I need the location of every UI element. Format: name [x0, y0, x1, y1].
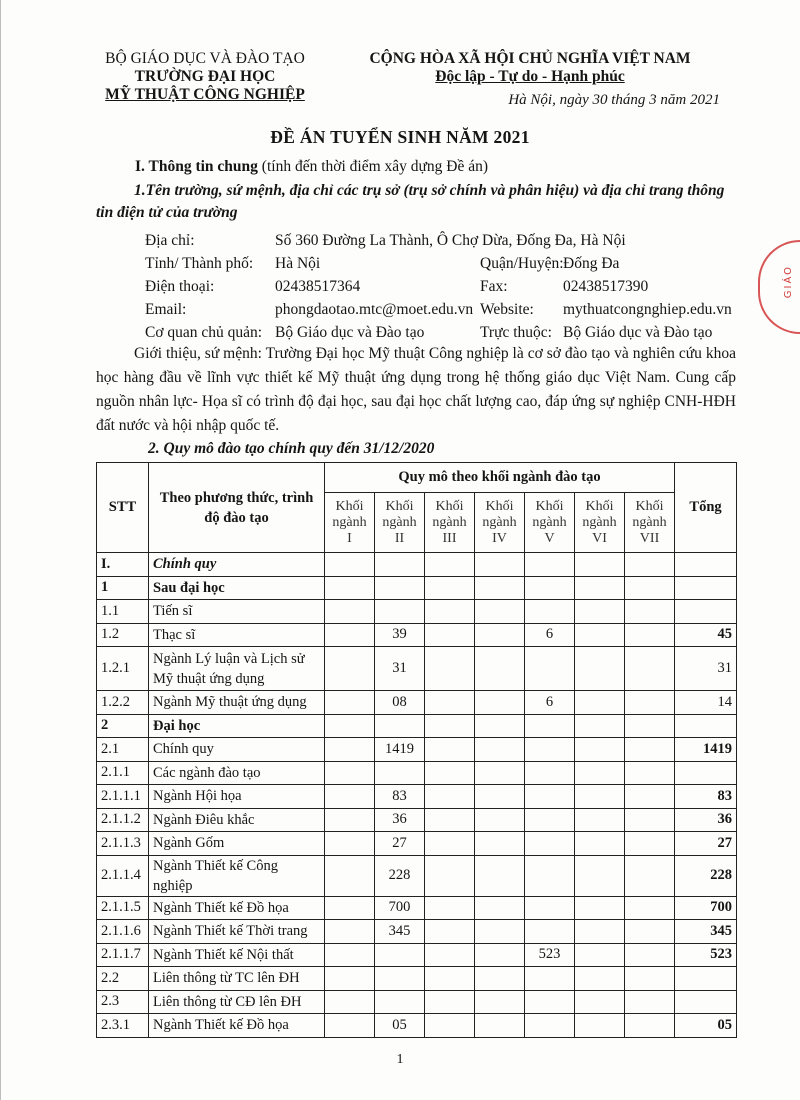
row-value: [325, 896, 375, 920]
table-row: [97, 785, 737, 809]
row-value: [325, 623, 375, 647]
row-value: [325, 990, 375, 1014]
enrollment-table: [96, 462, 737, 1038]
row-value: 05: [375, 1014, 425, 1038]
row-value: [425, 738, 475, 762]
row-value: [625, 576, 675, 600]
header-group-col-line: ngành: [582, 514, 617, 530]
row-value: [625, 600, 675, 624]
row-name: Ngành Thiết kế Thời trang: [149, 920, 325, 944]
row-total: 45: [675, 623, 737, 647]
row-total: 27: [675, 832, 737, 856]
row-value: 6: [525, 691, 575, 715]
row-name: Ngành Thiết kế Đồ họa: [149, 896, 325, 920]
row-value: [525, 967, 575, 991]
row-total: [675, 714, 737, 738]
page-number: 1: [396, 1052, 404, 1067]
row-value: [475, 990, 525, 1014]
table-row: [97, 990, 737, 1014]
row-value: [625, 808, 675, 832]
row-value: 39: [375, 623, 425, 647]
province-value: Hà Nội: [275, 255, 321, 272]
row-value: [575, 761, 625, 785]
row-value: [325, 761, 375, 785]
table-row: [97, 553, 737, 577]
row-stt: I.: [97, 553, 149, 577]
row-total: 700: [675, 896, 737, 920]
table-row: [97, 1014, 737, 1038]
row-value: [325, 647, 375, 691]
row-value: [575, 714, 625, 738]
row-value: [475, 714, 525, 738]
header-group-col: [525, 493, 575, 553]
row-value: [475, 576, 525, 600]
row-value: [575, 943, 625, 967]
row-value: [525, 896, 575, 920]
row-value: [625, 647, 675, 691]
row-total: [675, 576, 737, 600]
row-value: [575, 738, 625, 762]
row-name: Ngành Thiết kế Đồ họa: [149, 1014, 325, 1038]
row-value: 83: [375, 785, 425, 809]
district-value: Đống Đa: [563, 255, 620, 272]
row-value: [425, 855, 475, 896]
row-total: 83: [675, 785, 737, 809]
header-group-col: [575, 493, 625, 553]
header-group-col-line: VII: [639, 530, 660, 546]
row-value: [425, 832, 475, 856]
republic-name: CỘNG HÒA XÃ HỘI CHỦ NGHĨA VIỆT NAM: [369, 50, 691, 67]
row-value: [325, 600, 375, 624]
row-stt: 2.1.1.3: [97, 832, 149, 856]
header-group-col-line: IV: [492, 530, 507, 546]
row-value: [525, 600, 575, 624]
row-stt: 2.1.1.6: [97, 920, 149, 944]
header-total: Tổng: [675, 463, 737, 553]
fax-label: Fax:: [480, 278, 508, 295]
row-name: Chính quy: [149, 553, 325, 577]
row-total: 1419: [675, 738, 737, 762]
row-value: [625, 553, 675, 577]
header-group-col-line: ngành: [532, 514, 567, 530]
row-value: [525, 855, 575, 896]
row-stt: 1.2.1: [97, 647, 149, 691]
header-group-col-line: Khối: [485, 498, 514, 514]
row-value: [625, 785, 675, 809]
row-value: [325, 691, 375, 715]
row-value: [425, 761, 475, 785]
table-row: [97, 714, 737, 738]
row-value: [475, 967, 525, 991]
row-value: [325, 553, 375, 577]
header-group-col-line: Khối: [435, 498, 464, 514]
row-total: 31: [675, 647, 737, 691]
row-stt: 2.1.1.1: [97, 785, 149, 809]
row-total: 228: [675, 855, 737, 896]
document-date: Hà Nội, ngày 30 tháng 3 năm 2021: [508, 92, 720, 108]
row-name: Tiến sĩ: [149, 600, 325, 624]
intro-paragraph: Giới thiệu, sứ mệnh: Trường Đại học Mỹ thuật Công nghiệp là cơ sở đào tạo và nghiên cứu khoa học hàng đầu về lĩnh vực thiết kế Mỹ thuật ứng dụng trong hệ thống giáo dục Việt Nam. Cung cấp nguồn nhân lực- Họa sĩ có trình độ đại học, sau đại học chất lượng cao, đáp ứng sự nghiệp CNH-HĐH đất nước và hội nhập quốc tế.: [96, 345, 736, 434]
row-value: 228: [375, 855, 425, 896]
row-value: [575, 647, 625, 691]
row-value: [325, 785, 375, 809]
header-group-col-line: ngành: [332, 514, 367, 530]
row-value: [475, 920, 525, 944]
row-value: 700: [375, 896, 425, 920]
row-value: [575, 896, 625, 920]
section1-heading: [135, 158, 488, 176]
row-value: [625, 943, 675, 967]
row-value: [625, 855, 675, 896]
row-stt: 2.1.1: [97, 761, 149, 785]
row-name: Đại học: [149, 714, 325, 738]
website-value: mythuatcongnghiep.edu.vn: [563, 301, 732, 318]
page-edge-shadow: [0, 0, 1, 1100]
row-value: [525, 920, 575, 944]
issuer-block: [85, 50, 325, 104]
row-stt: 2.1.1.4: [97, 855, 149, 896]
row-value: 27: [375, 832, 425, 856]
row-value: [325, 943, 375, 967]
table-row: [97, 943, 737, 967]
row-total: [675, 761, 737, 785]
row-value: [375, 553, 425, 577]
row-value: [475, 855, 525, 896]
section1-title: I. Thông tin chung: [135, 158, 258, 175]
agency-value: Bộ Giáo dục và Đào tạo: [275, 324, 425, 341]
row-stt: 1.1: [97, 600, 149, 624]
table-row: [97, 576, 737, 600]
row-value: [475, 623, 525, 647]
row-value: [625, 832, 675, 856]
row-value: [325, 832, 375, 856]
stamp-text: GIÁO: [783, 265, 794, 299]
row-stt: 2.3.1: [97, 1014, 149, 1038]
row-value: [525, 1014, 575, 1038]
address-value: Số 360 Đường La Thành, Ô Chợ Dừa, Đống Đa, Hà Nội: [275, 232, 626, 249]
row-value: [575, 832, 625, 856]
row-name: Ngành Gốm: [149, 832, 325, 856]
row-value: [425, 553, 475, 577]
row-stt: 1: [97, 576, 149, 600]
row-name: Các ngành đào tạo: [149, 761, 325, 785]
section1-note: (tính đến thời điểm xây dựng Đề án): [261, 158, 489, 175]
row-value: [525, 832, 575, 856]
row-value: [575, 808, 625, 832]
row-value: [325, 1014, 375, 1038]
row-total: 523: [675, 943, 737, 967]
row-value: [525, 714, 575, 738]
row-value: [475, 808, 525, 832]
header-group-col: [425, 493, 475, 553]
header-group-col-line: Khối: [385, 498, 414, 514]
row-value: [625, 691, 675, 715]
row-name: Sau đại học: [149, 576, 325, 600]
row-value: [525, 808, 575, 832]
row-total: 36: [675, 808, 737, 832]
row-value: [475, 896, 525, 920]
row-value: [575, 623, 625, 647]
row-value: 36: [375, 808, 425, 832]
row-stt: 2: [97, 714, 149, 738]
row-value: [625, 896, 675, 920]
header-group-col-line: ngành: [482, 514, 517, 530]
table-row: [97, 600, 737, 624]
row-stt: 1.2.2: [97, 691, 149, 715]
row-value: [575, 553, 625, 577]
row-value: [575, 600, 625, 624]
row-value: [525, 761, 575, 785]
table-row: [97, 738, 737, 762]
table-row: [97, 691, 737, 715]
row-value: [425, 1014, 475, 1038]
row-value: [325, 808, 375, 832]
row-name: Liên thông từ TC lên ĐH: [149, 967, 325, 991]
row-value: [375, 761, 425, 785]
agency-label: Cơ quan chủ quản:: [145, 324, 263, 341]
national-header: [345, 50, 715, 86]
row-value: [625, 967, 675, 991]
row-value: [425, 600, 475, 624]
row-value: [525, 576, 575, 600]
table-row: [97, 920, 737, 944]
row-value: [575, 576, 625, 600]
subsection1-heading: 1.Tên trường, sứ mệnh, địa chỉ các trụ sở (trụ sở chính và phân hiệu) và địa chỉ trang thông tin điện tử của trường: [96, 182, 725, 221]
row-value: [525, 553, 575, 577]
row-value: [525, 738, 575, 762]
province-label: Tỉnh/ Thành phố:: [145, 255, 254, 272]
row-name: Ngành Thiết kế Nội thất: [149, 943, 325, 967]
header-group-col: [475, 493, 525, 553]
address-label: Địa chỉ:: [145, 232, 195, 249]
row-value: [575, 920, 625, 944]
row-value: [475, 943, 525, 967]
row-value: [375, 600, 425, 624]
table-row: [97, 623, 737, 647]
row-name: Ngành Mỹ thuật ứng dụng: [149, 691, 325, 715]
row-value: [575, 855, 625, 896]
header-group-col-line: Khối: [585, 498, 614, 514]
ministry-name: BỘ GIÁO DỤC VÀ ĐÀO TẠO: [105, 50, 305, 67]
row-value: [475, 761, 525, 785]
school-name-line1: TRƯỜNG ĐẠI HỌC: [134, 68, 276, 85]
row-value: [575, 691, 625, 715]
header-group-col-line: V: [544, 530, 555, 546]
school-name-line2: MỸ THUẬT CÔNG NGHIỆP: [105, 86, 305, 103]
row-value: 08: [375, 691, 425, 715]
table-row: [97, 808, 737, 832]
row-value: [475, 600, 525, 624]
row-value: [325, 738, 375, 762]
row-name: Chính quy: [149, 738, 325, 762]
row-value: [625, 1014, 675, 1038]
header-group-col-line: I: [347, 530, 352, 546]
row-value: 31: [375, 647, 425, 691]
table-row: [97, 647, 737, 691]
row-value: [575, 1014, 625, 1038]
row-stt: 2.1.1.5: [97, 896, 149, 920]
phone-label: Điện thoại:: [145, 278, 215, 295]
row-value: [475, 553, 525, 577]
row-value: [325, 714, 375, 738]
row-total: [675, 553, 737, 577]
email-value: phongdaotao.mtc@moet.edu.vn: [275, 301, 474, 318]
row-value: [425, 623, 475, 647]
row-stt: 2.2: [97, 967, 149, 991]
row-value: [425, 576, 475, 600]
row-value: [425, 647, 475, 691]
row-value: [625, 623, 675, 647]
row-value: [425, 990, 475, 1014]
district-label: Quận/Huyện:: [480, 255, 564, 272]
row-value: [575, 967, 625, 991]
row-value: 1419: [375, 738, 425, 762]
row-value: [625, 714, 675, 738]
direct-label: Trực thuộc:: [480, 324, 552, 341]
row-value: [425, 808, 475, 832]
row-value: [325, 920, 375, 944]
row-value: [375, 943, 425, 967]
row-total: [675, 990, 737, 1014]
row-value: [325, 576, 375, 600]
row-total: 345: [675, 920, 737, 944]
row-value: [475, 647, 525, 691]
row-value: [425, 691, 475, 715]
row-value: [575, 990, 625, 1014]
phone-value: 02438517364: [275, 278, 361, 295]
email-label: Email:: [145, 301, 187, 318]
row-total: 14: [675, 691, 737, 715]
table-row: [97, 761, 737, 785]
row-value: [375, 714, 425, 738]
row-stt: 2.1.1.7: [97, 943, 149, 967]
row-value: [625, 761, 675, 785]
header-group: Quy mô theo khối ngành đào tạo: [325, 463, 675, 493]
row-name: Liên thông từ CĐ lên ĐH: [149, 990, 325, 1014]
row-value: [575, 785, 625, 809]
header-group-col-line: Khối: [335, 498, 364, 514]
row-value: [625, 920, 675, 944]
header-stt: STT: [97, 463, 149, 553]
row-value: [525, 785, 575, 809]
direct-value: Bộ Giáo dục và Đào tạo: [563, 324, 713, 341]
row-value: [625, 990, 675, 1014]
row-stt: 2.1: [97, 738, 149, 762]
header-group-col-line: VI: [592, 530, 607, 546]
row-value: [425, 920, 475, 944]
row-value: [375, 990, 425, 1014]
table-row: [97, 896, 737, 920]
row-name: Ngành Điêu khắc: [149, 808, 325, 832]
website-label: Website:: [480, 301, 534, 318]
row-value: [475, 785, 525, 809]
row-name: Thạc sĩ: [149, 623, 325, 647]
row-stt: 2.3: [97, 990, 149, 1014]
row-value: [375, 576, 425, 600]
header-method: Theo phương thức, trình độ đào tạo: [149, 463, 325, 553]
header-group-col-line: II: [394, 530, 405, 546]
row-name: Ngành Lý luận và Lịch sử Mỹ thuật ứng dụng: [149, 647, 325, 691]
row-value: [425, 967, 475, 991]
subsection2-heading: 2. Quy mô đào tạo chính quy đến 31/12/2020: [148, 440, 435, 457]
row-name: Ngành Thiết kế Công nghiệp: [149, 855, 325, 896]
table-row: [97, 855, 737, 896]
row-total: [675, 600, 737, 624]
document-title: ĐỀ ÁN TUYỂN SINH NĂM 2021: [270, 127, 530, 147]
header-group-col-line: III: [442, 530, 457, 546]
row-value: [475, 1014, 525, 1038]
table-row: [97, 832, 737, 856]
row-value: 523: [525, 943, 575, 967]
row-value: [425, 943, 475, 967]
row-stt: 2.1.1.2: [97, 808, 149, 832]
header-group-col-line: ngành: [432, 514, 467, 530]
national-motto: Độc lập - Tự do - Hạnh phúc: [435, 68, 625, 85]
row-value: [475, 738, 525, 762]
row-value: 6: [525, 623, 575, 647]
table-row: [97, 967, 737, 991]
header-group-col: [375, 493, 425, 553]
row-value: [475, 832, 525, 856]
header-group-col: [625, 493, 675, 553]
row-value: [425, 896, 475, 920]
row-value: [425, 714, 475, 738]
header-group-col: [325, 493, 375, 553]
row-value: [525, 990, 575, 1014]
row-value: 345: [375, 920, 425, 944]
row-value: [625, 738, 675, 762]
row-value: [325, 967, 375, 991]
row-total: 05: [675, 1014, 737, 1038]
row-value: [375, 967, 425, 991]
row-value: [475, 691, 525, 715]
header-group-col-line: Khối: [635, 498, 664, 514]
fax-value: 02438517390: [563, 278, 649, 295]
header-group-col-line: ngành: [382, 514, 417, 530]
row-value: [325, 855, 375, 896]
row-name: Ngành Hội họa: [149, 785, 325, 809]
row-value: [525, 647, 575, 691]
header-group-col-line: Khối: [535, 498, 564, 514]
row-value: [425, 785, 475, 809]
header-group-col-line: ngành: [632, 514, 667, 530]
row-stt: 1.2: [97, 623, 149, 647]
row-total: [675, 967, 737, 991]
